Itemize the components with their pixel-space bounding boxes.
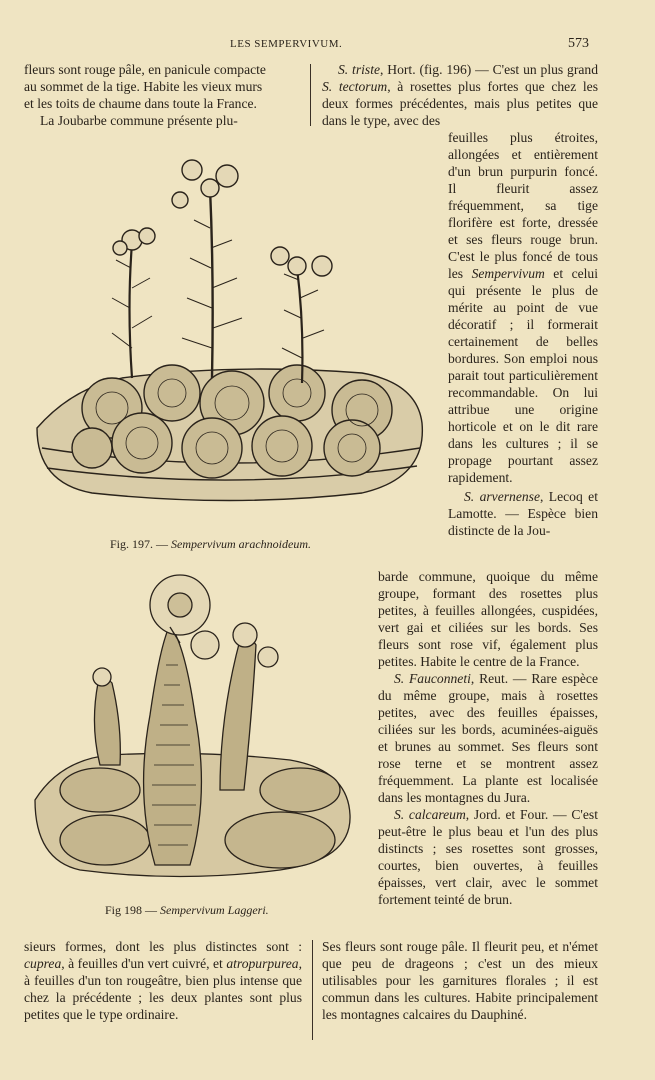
text-line: fleurs sont rouge pâle, en panicule compacte (24, 62, 266, 77)
text-run: , à feuilles d'un ton rougeâtre, bien plus intense que chez la précédente ; les deux plantes sont plus petites que le type ordinaire. (24, 956, 302, 1022)
bottom-right-text (322, 938, 598, 1023)
genus-name: Sempervivum (471, 266, 545, 281)
text-run: et celui qui présente le plus de mérite au point de vue décoratif ; il formerait certainement de belles bordures. Son emploi nous parait tout particulièrement recommandable. On lui attribue une origine horticole et on le dit rare dans les cultures ; il se propage pourtant assez rapidement. (448, 266, 598, 485)
text-run: , Lecoq et Lamotte. — Espèce bien distincte de la Jou- (448, 489, 598, 538)
figure-species-name: Sempervivum Laggeri. (160, 903, 269, 917)
running-title: LES SEMPERVIVUM. (230, 38, 343, 50)
left-top-text (24, 61, 300, 129)
text-run: , Reut. — Rare espèce du même groupe, mais à rosettes petites, avec des feuilles épaisses, ciliées sur les bords, acuminées-aiguës et brunes au sommet. Ses fleurs sont rose terne et se montrent assez fréquemment. La plante est localisée dans les montagnes du Jura. (378, 671, 598, 805)
column-rule-top (310, 64, 311, 126)
figure-198-caption (105, 903, 269, 918)
text-run: feuilles plus étroites, allongées et entièrement d'un brun purpurin foncé. Il fleurit assez fréquemment, sa tige florifère est forte, dressée et ses fleurs rouge brun. C'est le plus foncé de tous les (448, 130, 598, 281)
variety-name: cuprea (24, 956, 62, 971)
species-name: S. triste (338, 62, 381, 77)
figure-197-illustration (32, 148, 427, 518)
species-name: S. arvernense (464, 489, 540, 504)
bottom-left-text (24, 938, 302, 1023)
paragraph-s-triste-continued (448, 129, 598, 486)
paragraph-joubarbe-forms (24, 938, 302, 1023)
species-name: S. calcareum (394, 807, 466, 822)
text-line: La Joubarbe commune présente plu- (40, 113, 238, 128)
text-run: , à feuilles d'un vert cuivré, et (61, 956, 227, 971)
figure-198-illustration (30, 565, 360, 890)
paragraph-s-calcareum (378, 806, 598, 908)
column-rule-bottom (312, 940, 313, 1040)
paragraph-s-calcareum-continued: Ses fleurs sont rouge pâle. Il fleurit peu, et n'émet que peu de drageons ; c'est un des mieux utilisables pour les garnitures florales ; il est commun dans les cultures. Habite principalement les montagnes calcaires du Dauphiné. (322, 939, 598, 1022)
right-upper-text (322, 61, 598, 129)
paragraph-s-triste (322, 61, 598, 129)
right-middle-text (378, 568, 598, 908)
paragraph-s-fauconneti (378, 670, 598, 806)
text-run: , Jord. et Four. — C'est peut-être le plus beau et l'un des plus distincts ; ses rosettes sont grosses, courtes, bien ouvertes, à feuilles épaisses, vert clair, avec le sommet fortement teinté de brun. (378, 807, 598, 907)
species-name: S. Fauconneti (394, 671, 471, 686)
text-run: , Hort. (fig. 196) — C'est un plus grand (380, 62, 598, 77)
variety-name: atropurpurea (226, 956, 299, 971)
figure-label: Fig. 197. — (110, 537, 172, 551)
text-line: au sommet de la tige. Habite les vieux murs (24, 79, 263, 94)
text-run: sieurs formes, dont les plus distinctes sont : (24, 939, 302, 954)
figure-197-caption (110, 537, 311, 552)
text-line: et les toits de chaume dans toute la France. (24, 96, 257, 111)
figure-species-name: Sempervivum arachnoideum. (171, 537, 311, 551)
species-name: S. tectorum (322, 79, 388, 94)
page-number: 573 (568, 36, 589, 51)
right-narrow-text (448, 129, 598, 539)
figure-label: Fig 198 — (105, 903, 161, 917)
text-run: , à rosettes plus fortes que chez les deux formes précédentes, mais plus petites que dans le type, avec des (322, 79, 599, 128)
paragraph-s-arvernense (448, 488, 598, 539)
page-header (0, 38, 655, 56)
paragraph-s-arvernense-continued: barde commune, quoique du même groupe, formant des rosettes plus petites, à feuilles allongées, cuspidées, vert gai et ciliées sur les bords. Ses fleurs sont rose vif, également plus petites. Habite le centre de la France. (378, 569, 598, 669)
